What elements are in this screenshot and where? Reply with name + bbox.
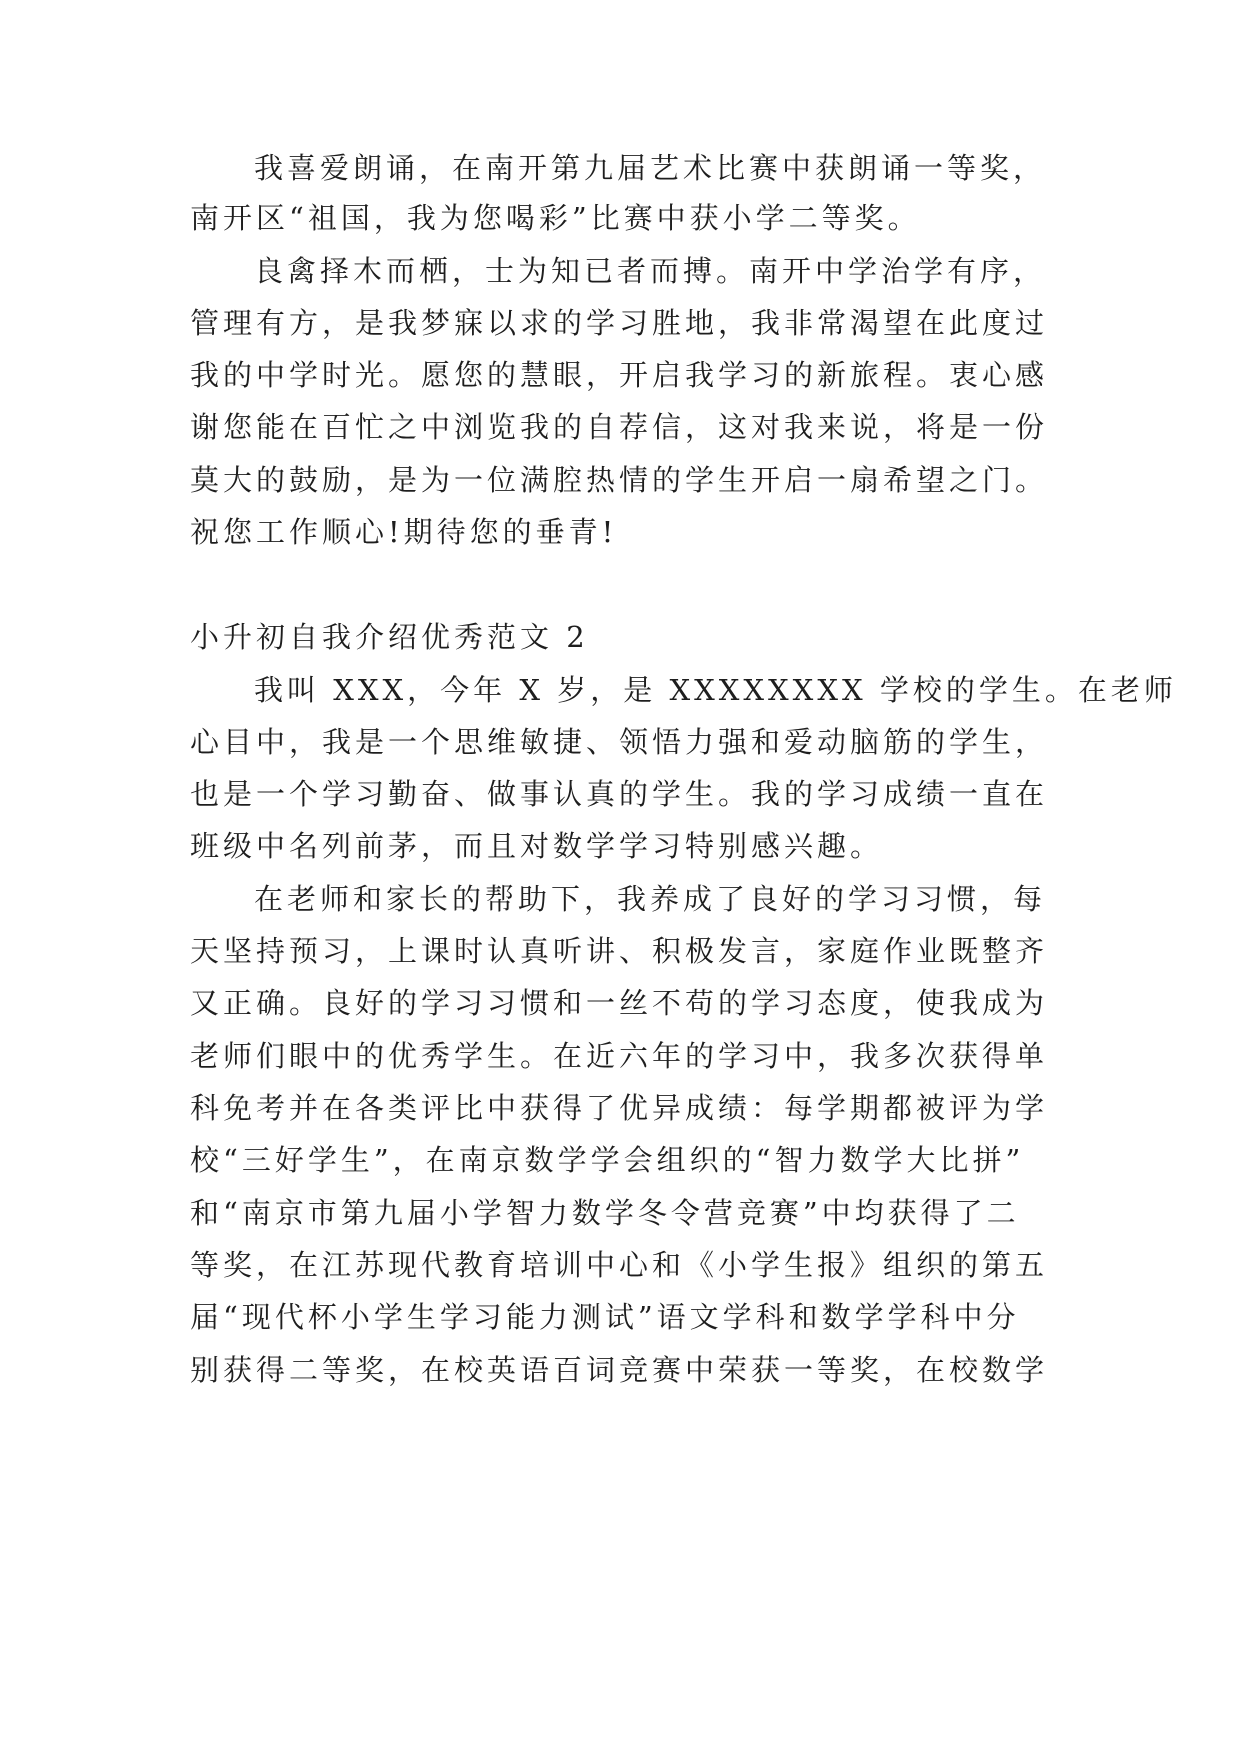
paragraph-4-line-8: 等奖，在江苏现代教育培训中心和《小学生报》组织的第五: [190, 1248, 1049, 1282]
paragraph-2-line-3: 我的中学时光。愿您的慧眼，开启我学习的新旅程。衷心感: [190, 358, 1049, 392]
paragraph-4-line-4: 老师们眼中的优秀学生。在近六年的学习中，我多次获得单: [190, 1039, 1049, 1073]
section-title: 小升初自我介绍优秀范文 2: [190, 620, 589, 654]
paragraph-1-line-2: 南开区“祖国，我为您喝彩”比赛中获小学二等奖。: [190, 201, 921, 235]
paragraph-1-line-1: 我喜爱朗诵，在南开第九届艺术比赛中获朗诵一等奖，: [254, 151, 1047, 185]
paragraph-3-line-2: 心目中，我是一个思维敏捷、领悟力强和爱动脑筋的学生，: [190, 725, 1049, 759]
paragraph-3-line-1: 我叫 XXX，今年 X 岁，是 XXXXXXXX 学校的学生。在老师: [254, 673, 1177, 707]
paragraph-4-line-5: 科免考并在各类评比中获得了优异成绩：每学期都被评为学: [190, 1091, 1049, 1125]
paragraph-2-line-2: 管理有方，是我梦寐以求的学习胜地，我非常渴望在此度过: [190, 306, 1049, 340]
paragraph-4-line-3: 又正确。良好的学习习惯和一丝不苟的学习态度，使我成为: [190, 986, 1049, 1020]
paragraph-4-line-2: 天坚持预习，上课时认真听讲、积极发言，家庭作业既整齐: [190, 934, 1049, 968]
paragraph-3-line-3: 也是一个学习勤奋、做事认真的学生。我的学习成绩一直在: [190, 777, 1049, 811]
paragraph-3-line-4: 班级中名列前茅，而且对数学学习特别感兴趣。: [190, 829, 884, 863]
paragraph-2-line-4: 谢您能在百忙之中浏览我的自荐信，这对我来说，将是一份: [190, 410, 1049, 444]
document-body: [190, 0, 1177, 1754]
paragraph-2-line-1: 良禽择木而栖，士为知已者而搏。南开中学治学有序，: [254, 254, 1047, 288]
paragraph-4-line-10: 别获得二等奖，在校英语百词竞赛中荣获一等奖，在校数学: [190, 1353, 1049, 1387]
paragraph-2-line-6: 祝您工作顺心!期待您的垂青!: [190, 515, 618, 549]
paragraph-4-line-9: 届“现代杯小学生学习能力测试”语文学科和数学学科中分: [190, 1300, 1020, 1334]
paragraph-4-line-1: 在老师和家长的帮助下，我养成了良好的学习习惯，每: [254, 882, 1047, 916]
paragraph-4-line-6: 校“三好学生”，在南京数学学会组织的“智力数学大比拼”: [190, 1143, 1025, 1177]
paragraph-4-line-7: 和“南京市第九届小学智力数学冬令营竞赛”中均获得了二: [190, 1196, 1020, 1230]
paragraph-2-line-5: 莫大的鼓励，是为一位满腔热情的学生开启一扇希望之门。: [190, 463, 1049, 497]
